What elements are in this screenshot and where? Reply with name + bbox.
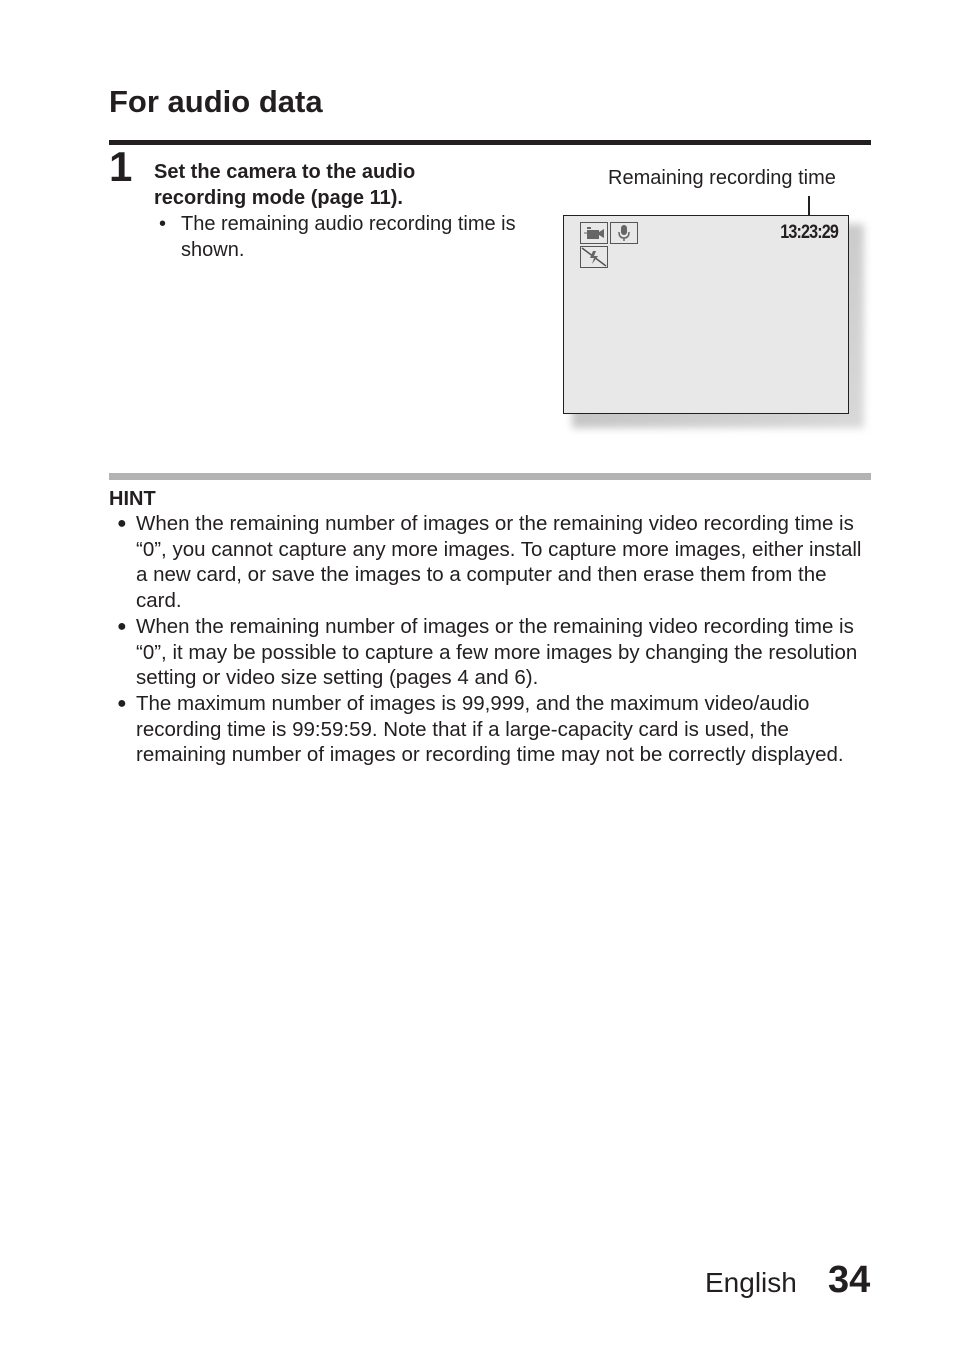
hint-list (109, 511, 871, 768)
flash-off-icon (580, 246, 608, 268)
hint-title: HINT (109, 488, 156, 510)
step-number: 1 (109, 143, 133, 190)
callout-label: Remaining recording time (608, 167, 836, 189)
page-number: 34 (828, 1259, 871, 1301)
hint-item-text: When the remaining number of images or the remaining video recording time is “0”, it may be possible to capture a few more images by changing the resolution setting or video size setting (pages 4 and 6). (136, 614, 858, 690)
step-heading-line-1: Set the camera to the audio (154, 161, 416, 183)
hint-item (109, 691, 871, 768)
remaining-recording-time: 13:23:29 (780, 222, 838, 243)
section-title: For audio data (109, 84, 323, 119)
step-heading-line-2: recording mode (page 11). (154, 187, 403, 209)
hint-item (109, 614, 871, 691)
camera-screen-illustration (563, 215, 849, 414)
step-bullet (159, 211, 539, 263)
bullet-dot-icon: • (159, 213, 167, 235)
step-bullet-text: The remaining audio recording time is shown. (181, 213, 516, 261)
hint-item-text: When the remaining number of images or the remaining video recording time is “0”, you cannot capture any more images. To capture more images, either install a new card, or save the images to a computer and then erase them from the card. (136, 512, 862, 613)
microphone-icon (610, 222, 638, 244)
bullet-icon: ● (117, 515, 127, 532)
bullet-icon: ● (117, 617, 127, 635)
hint-item (109, 511, 871, 614)
hint-item-text: The maximum number of images is 99,999, and the maximum video/audio recording time is 99:59:59. Note that if a large-capacity card is used, the remaining number of images or recording time may not be correctly displayed. (136, 691, 844, 767)
bullet-icon: ● (117, 694, 127, 712)
footer-language: English (705, 1267, 797, 1298)
video-mode-icon (580, 222, 608, 244)
section-divider (109, 140, 871, 145)
hint-divider (109, 473, 871, 480)
step-heading (154, 159, 544, 211)
